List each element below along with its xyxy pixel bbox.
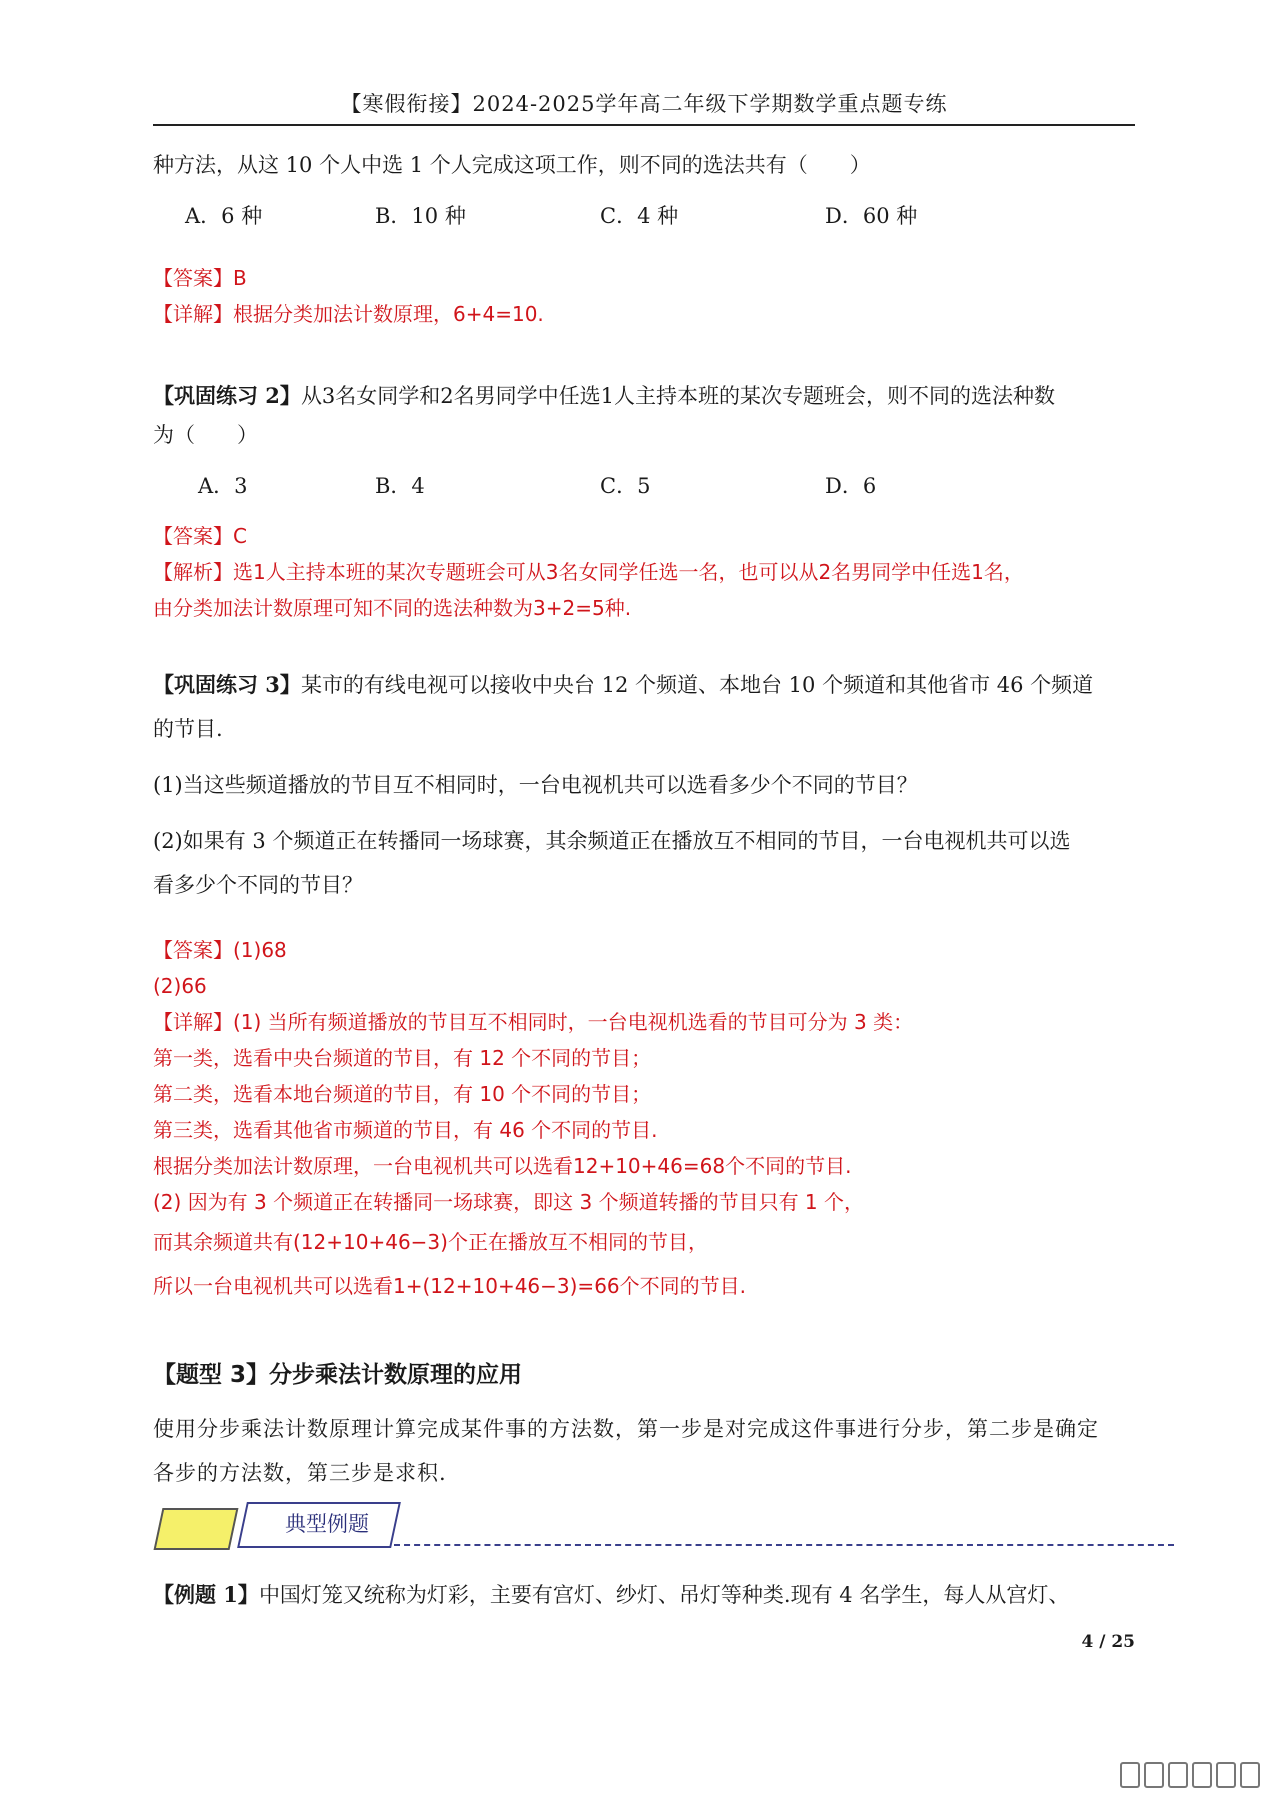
practice-3-text: 某市的有线电视可以接收中央台 12 个频道、本地台 10 个频道和其他省市 46 个频道 xyxy=(300,673,1094,697)
practice-3-explanation-3: 第二类，选看本地台频道的节目，有 10 个不同的节目； xyxy=(153,1082,652,1106)
option-c: C．4 种 xyxy=(600,204,679,228)
practice-3-stem xyxy=(153,664,1135,706)
example-1-stem xyxy=(153,1574,1135,1616)
practice-3-explanation-7: 而其余频道共有(12+10+46−3)个正在播放互不相同的节目， xyxy=(153,1230,708,1254)
practice-2-options xyxy=(153,470,1135,506)
section-desc-line2: 各步的方法数，第三步是求积. xyxy=(153,1461,447,1485)
practice-3-sub-2-line2: 看多少个不同的节目？ xyxy=(153,873,363,897)
option-d: D．60 种 xyxy=(825,204,918,228)
practice-3-explanation-5: 根据分类加法计数原理，一台电视机共可以选看12+10+46=68个不同的节目. xyxy=(153,1154,852,1178)
practice-3-explanation-8: 所以一台电视机共可以选看1+(12+10+46−3)=66个不同的节目. xyxy=(153,1274,746,1298)
page-number: 4 / 25 xyxy=(1081,1632,1135,1652)
thumbnail-icon[interactable] xyxy=(1192,1762,1212,1788)
practice-2-stem-line2: 为（ ） xyxy=(153,423,258,447)
option-b: B．4 xyxy=(375,474,425,498)
thumbnail-icon[interactable] xyxy=(1240,1762,1260,1788)
practice-3-explanation-6: (2) 因为有 3 个频道正在转播同一场球赛，即这 3 个频道转播的节目只有 1 个， xyxy=(153,1190,865,1214)
explanation: 【详解】根据分类加法计数原理，6+4=10. xyxy=(153,302,544,326)
practice-3-stem-line2: 的节目. xyxy=(153,717,223,741)
thumbnail-icon[interactable] xyxy=(1216,1762,1236,1788)
question-options xyxy=(153,200,1135,236)
practice-3-explanation-4: 第三类，选看其他省市频道的节目，有 46 个不同的节目. xyxy=(153,1118,658,1142)
practice-2-text: 从3名女同学和2名男同学中任选1人主持本班的某次专题班会，则不同的选法种数 xyxy=(300,384,1056,408)
example-1-text: 中国灯笼又统称为灯彩，主要有宫灯、纱灯、吊灯等种类.现有 4 名学生，每人从宫灯、 xyxy=(258,1583,1070,1607)
practice-2-stem xyxy=(153,375,1135,417)
footer-thumbnails xyxy=(1120,1762,1260,1788)
typical-example-banner xyxy=(158,1502,1018,1550)
page-header: 【寒假衔接】2024-2025学年高二年级下学期数学重点题专练 xyxy=(340,92,948,116)
section-title: 【题型 3】分步乘法计数原理的应用 xyxy=(153,1362,523,1388)
option-a: A．6 种 xyxy=(185,204,263,228)
answer: 【答案】B xyxy=(153,266,247,290)
banner-dashed-line xyxy=(394,1544,1174,1546)
practice-2-answer: 【答案】C xyxy=(153,524,247,548)
question-stem-tail: 种方法，从这 10 个人中选 1 个人完成这项工作，则不同的选法共有（ ） xyxy=(153,153,871,177)
practice-2-explanation-2: 由分类加法计数原理可知不同的选法种数为3+2=5种. xyxy=(153,596,632,620)
option-d: D．6 xyxy=(825,474,877,498)
option-a: A．3 xyxy=(198,474,248,498)
header-divider xyxy=(153,124,1135,126)
banner-label: 典型例题 xyxy=(285,1512,369,1536)
practice-3-sub-2-line1: (2)如果有 3 个频道正在转播同一场球赛，其余频道正在播放互不相同的节目，一台电视机共可以选 xyxy=(153,829,1071,853)
banner-yellow-block xyxy=(154,1508,239,1550)
thumbnail-icon[interactable] xyxy=(1168,1762,1188,1788)
practice-3-explanation-1: 【详解】(1) 当所有频道播放的节目互不相同时，一台电视机选看的节目可分为 3 类： xyxy=(153,1010,914,1034)
example-1-label: 【例题 1】 xyxy=(153,1582,259,1607)
practice-2-label: 【巩固练习 2】 xyxy=(153,383,301,408)
option-b: B．10 种 xyxy=(375,204,466,228)
thumbnail-icon[interactable] xyxy=(1144,1762,1164,1788)
section-desc-line1: 使用分步乘法计数原理计算完成某件事的方法数，第一步是对完成这件事进行分步，第二步是确定 xyxy=(153,1417,1099,1441)
practice-2-explanation-1: 【解析】选1人主持本班的某次专题班会可从3名女同学任选一名，也可以从2名男同学中任选1名， xyxy=(153,560,1024,584)
practice-3-label: 【巩固练习 3】 xyxy=(153,672,301,697)
thumbnail-icon[interactable] xyxy=(1120,1762,1140,1788)
option-c: C．5 xyxy=(600,474,651,498)
practice-3-explanation-2: 第一类，选看中央台频道的节目，有 12 个不同的节目； xyxy=(153,1046,652,1070)
practice-3-answer-2: (2)66 xyxy=(153,974,207,998)
practice-3-sub-1: (1)当这些频道播放的节目互不相同时，一台电视机共可以选看多少个不同的节目？ xyxy=(153,773,918,797)
practice-3-answer-1: 【答案】(1)68 xyxy=(153,938,287,962)
